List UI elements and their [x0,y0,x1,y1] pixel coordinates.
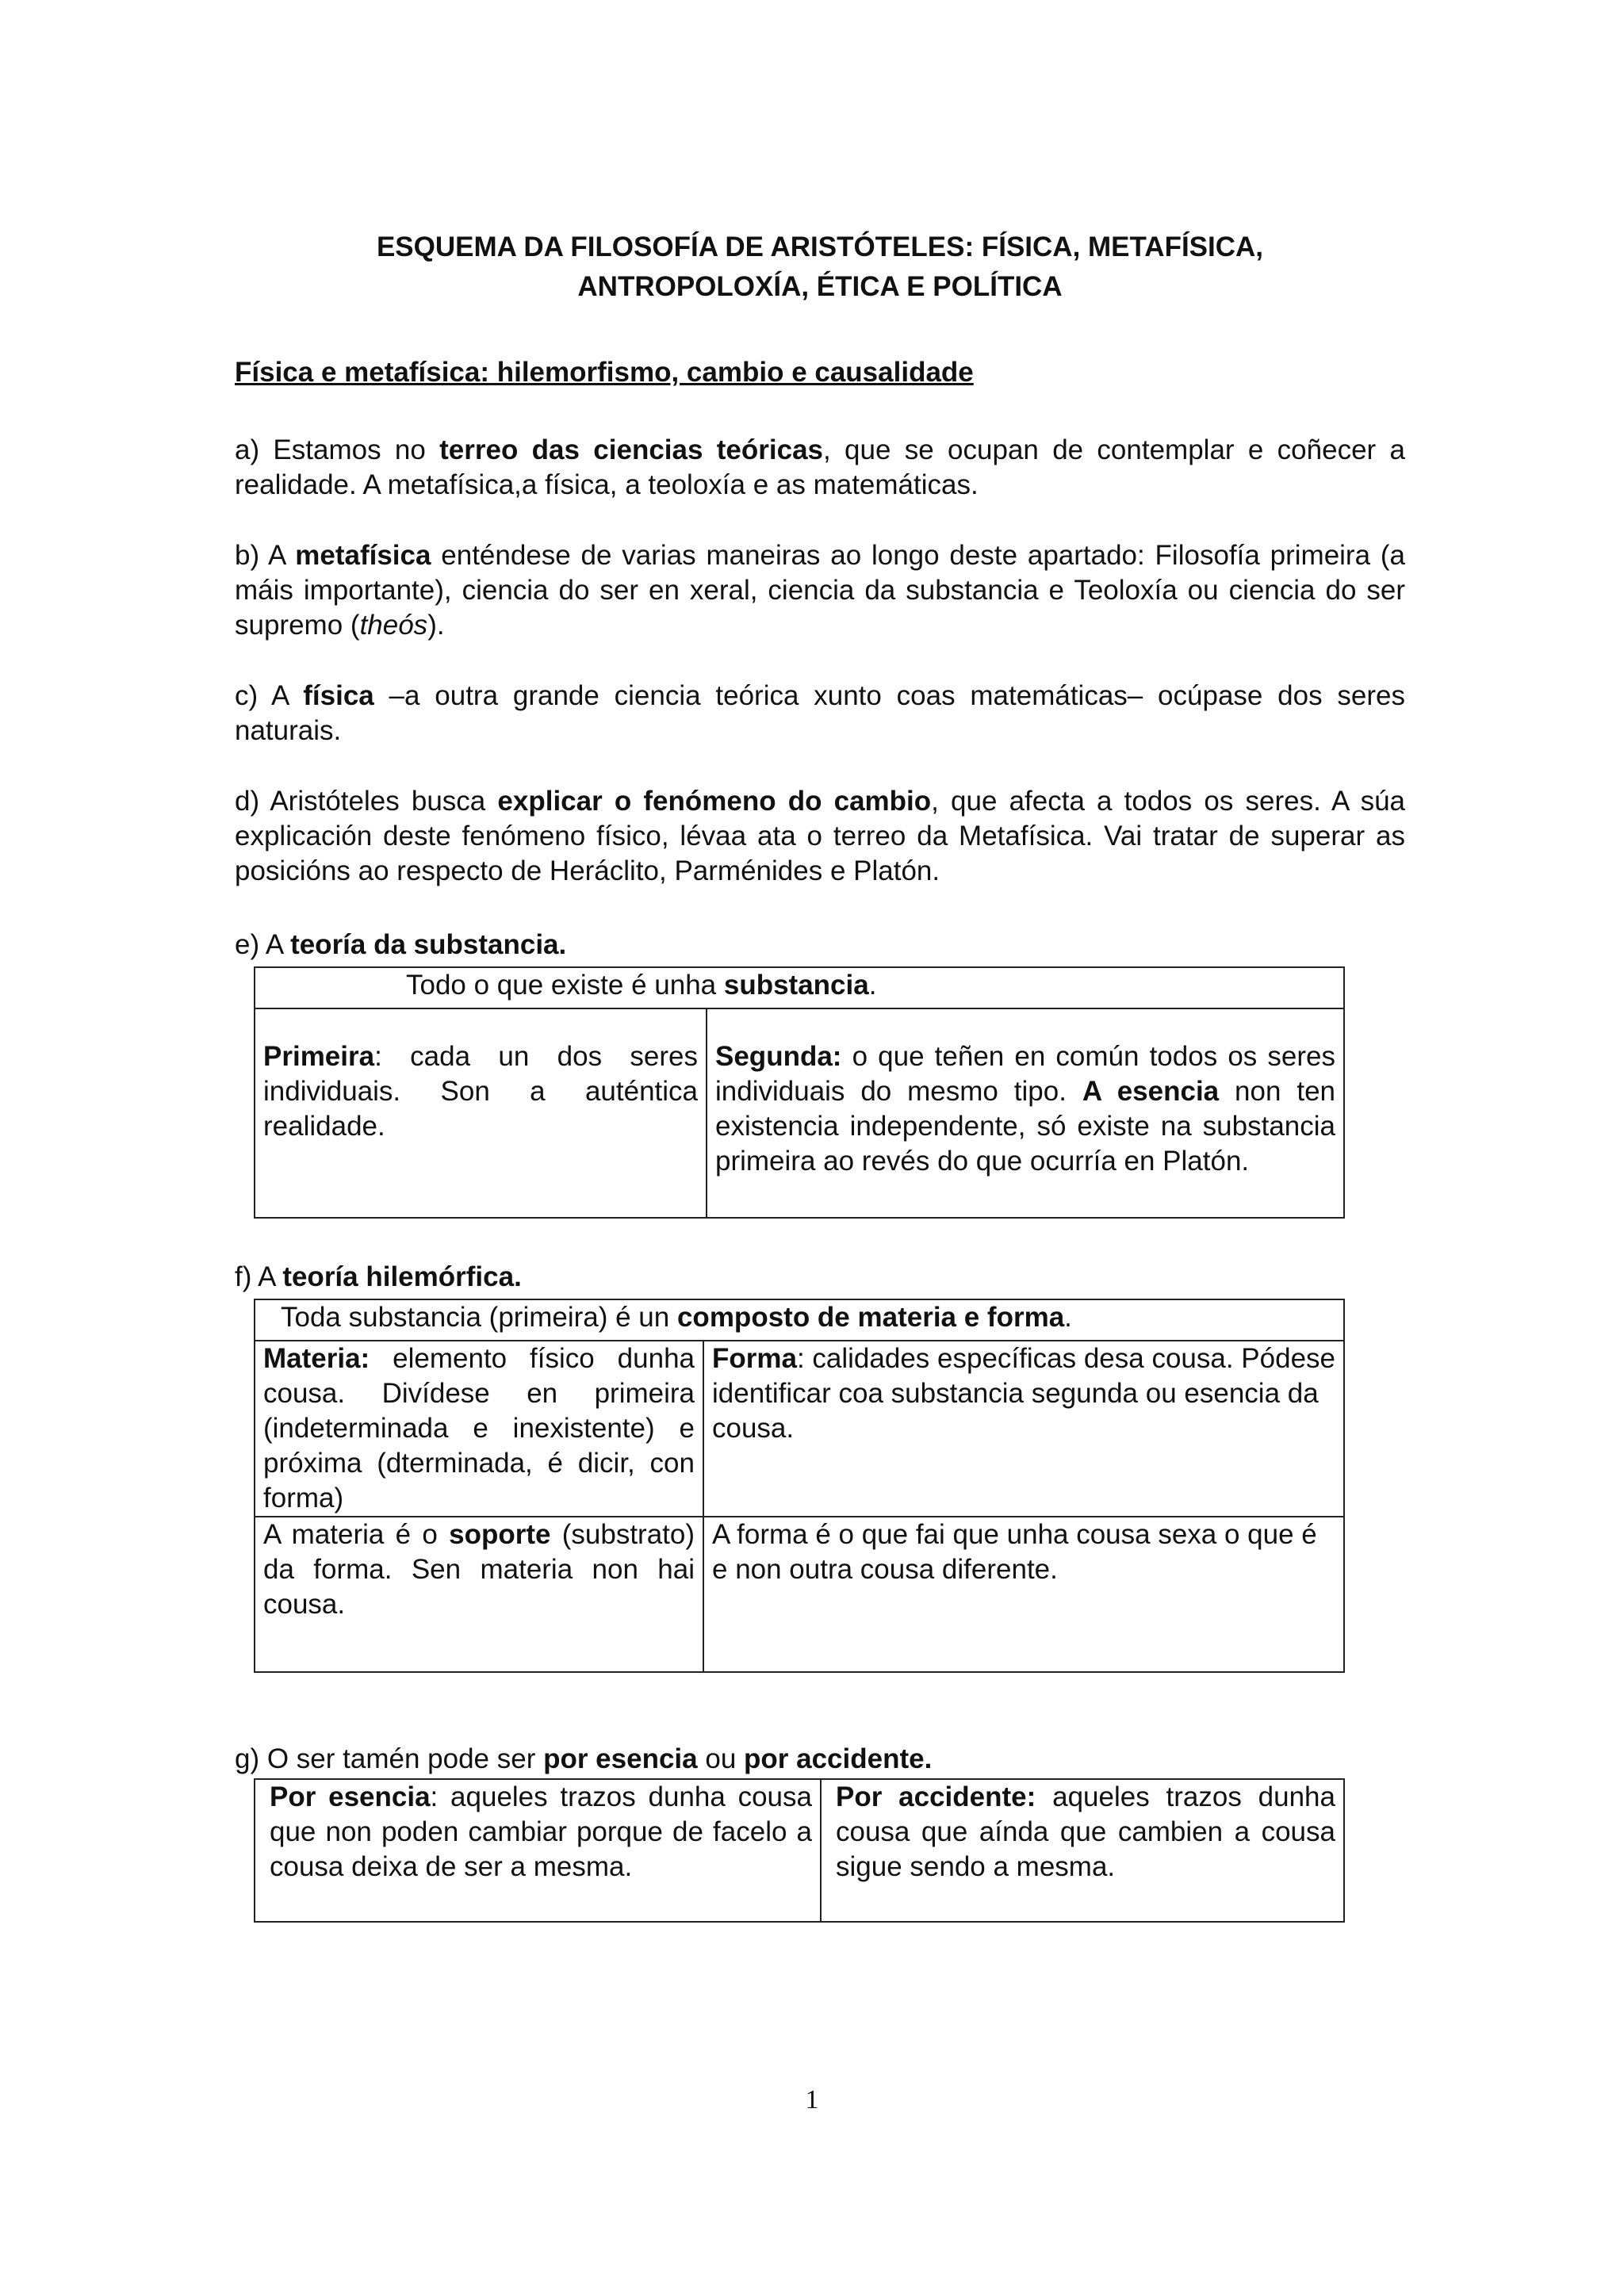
para-b-bold: metafísica [295,540,431,571]
forma-text: : calidades específicas desa cousa. Pódese identificar coa substancia segunda ou esencia da cousa. [712,1343,1335,1444]
substance-table-header [255,967,1344,1008]
segunda-bold-2: A esencia [1082,1076,1220,1107]
para-b-italic: theós [359,610,428,641]
por-accidente-text: aqueles trazos dunha cousa que aínda que cambien a cousa sigue sendo a mesma. [836,1781,1335,1882]
substance-header-suffix: . [868,970,877,1001]
para-c-prefix: c) A [235,680,304,711]
para-b-prefix: b) A [235,540,296,571]
soporte-bold: soporte [449,1519,551,1550]
materia-soporte-cell [255,1517,703,1672]
substance-table [254,966,1345,1219]
para-a-prefix: a) Estamos no [235,434,440,465]
para-c-bold: física [303,680,374,711]
section-f-bold: teoría hilemórfica. [282,1261,522,1292]
section-heading: Física e metafísica: hilemorfismo, cambio e causalidade [235,357,974,388]
section-e-label [235,928,566,962]
title-line-2: ANTROPOLOXÍA, ÉTICA E POLÍTICA [577,271,1063,302]
segunda-bold: Segunda: [715,1041,842,1072]
hylomorphism-header-suffix: . [1064,1302,1072,1333]
hylomorphism-table-header [255,1299,1344,1341]
substance-primeira-cell [255,1008,707,1218]
section-e-bold: teoría da substancia. [290,929,567,960]
primeira-bold: Primeira [263,1041,375,1072]
segunda-text-2: non ten existencia independente, só existe na substancia primeira ao revés do que ocurría en Platón. [715,1076,1335,1177]
por-esencia-bold: Por esencia [270,1781,431,1812]
paragraph-c [235,679,1405,748]
materia-cell [255,1341,703,1517]
section-e-prefix: e) A [235,929,291,960]
section-g-mid: ou [697,1743,745,1774]
section-f-prefix: f) A [235,1261,283,1292]
materia-bold: Materia: [263,1343,370,1374]
por-esencia-cell [255,1779,821,1922]
forma-definition-cell: A forma é o que fai que unha cousa sexa o que é e non outra cousa diferente. [703,1517,1344,1672]
materia-text: elemento físico dunha cousa. Divídese en primeira (indeterminada e inexistente) e próxima (dterminada, é dicir, con forma) [263,1343,695,1513]
segunda-text: o que teñen en común todos os seres individuais do mesmo tipo. [715,1041,1335,1107]
para-b-suffix: ). [427,610,445,641]
forma-cell [703,1341,1344,1517]
paragraph-a [235,433,1405,503]
para-c-suffix: –a outra grande ciencia teórica xunto coas matemáticas– ocúpase dos seres naturais. [235,680,1405,746]
para-a-suffix: , que se ocupan de contemplar e coñecer a realidade. A metafísica,a física, a teoloxía e as matemáticas. [235,434,1405,500]
section-g-bold-2: por accidente. [744,1743,933,1774]
para-a-bold: terreo das ciencias teóricas [439,434,824,465]
por-accidente-cell [821,1779,1344,1922]
soporte-suffix: (substrato) da forma. Sen materia non hai cousa. [263,1519,695,1620]
title-line-1: ESQUEMA DA FILOSOFÍA DE ARISTÓTELES: FÍSICA, METAFÍSICA, [376,232,1264,262]
essence-accident-table [254,1778,1345,1923]
paragraph-d [235,784,1405,889]
substance-segunda-cell [707,1008,1344,1218]
para-d-bold: explicar o fenómeno do cambio [497,786,932,817]
soporte-prefix: A materia é o [263,1519,450,1550]
para-d-suffix: , que afecta a todos os seres. A súa explicación deste fenómeno físico, lévaa ata o terreo da Metafísica. Vai tratar de superar as posicións ao respecto de Heráclito, Parménides e Platón. [235,786,1406,886]
paragraph-b [235,538,1405,643]
substance-header-prefix: Todo o que existe é unha [406,970,724,1001]
para-b-mid: enténdese de varias maneiras ao longo deste apartado: Filosofía primeira (a máis importante), ciencia do ser en xeral, ciencia da substancia e Teoloxía ou ciencia do ser supremo ( [235,540,1405,641]
forma-bold: Forma [712,1343,797,1374]
section-g-label [235,1742,932,1777]
primeira-text: : cada un dos seres individuais. Son a auténtica realidade. [263,1041,698,1142]
section-f-label [235,1260,522,1295]
por-esencia-text: : aqueles trazos dunha cousa que non poden cambiar porque de facelo a cousa deixa de ser a mesma. [270,1781,812,1882]
por-accidente-bold: Por accidente: [836,1781,1036,1812]
document-title [235,228,1405,307]
hylomorphism-header-bold: composto de materia e forma [676,1302,1065,1333]
page-number: 1 [805,2085,819,2114]
section-g-bold-1: por esencia [543,1743,698,1774]
substance-header-bold: substancia [723,970,869,1001]
hylomorphism-table [254,1299,1345,1673]
section-g-prefix: g) O ser tamén pode ser [235,1743,544,1774]
para-d-prefix: d) Aristóteles busca [235,786,498,817]
hylomorphism-header-prefix: Toda substancia (primeira) é un [281,1302,677,1333]
